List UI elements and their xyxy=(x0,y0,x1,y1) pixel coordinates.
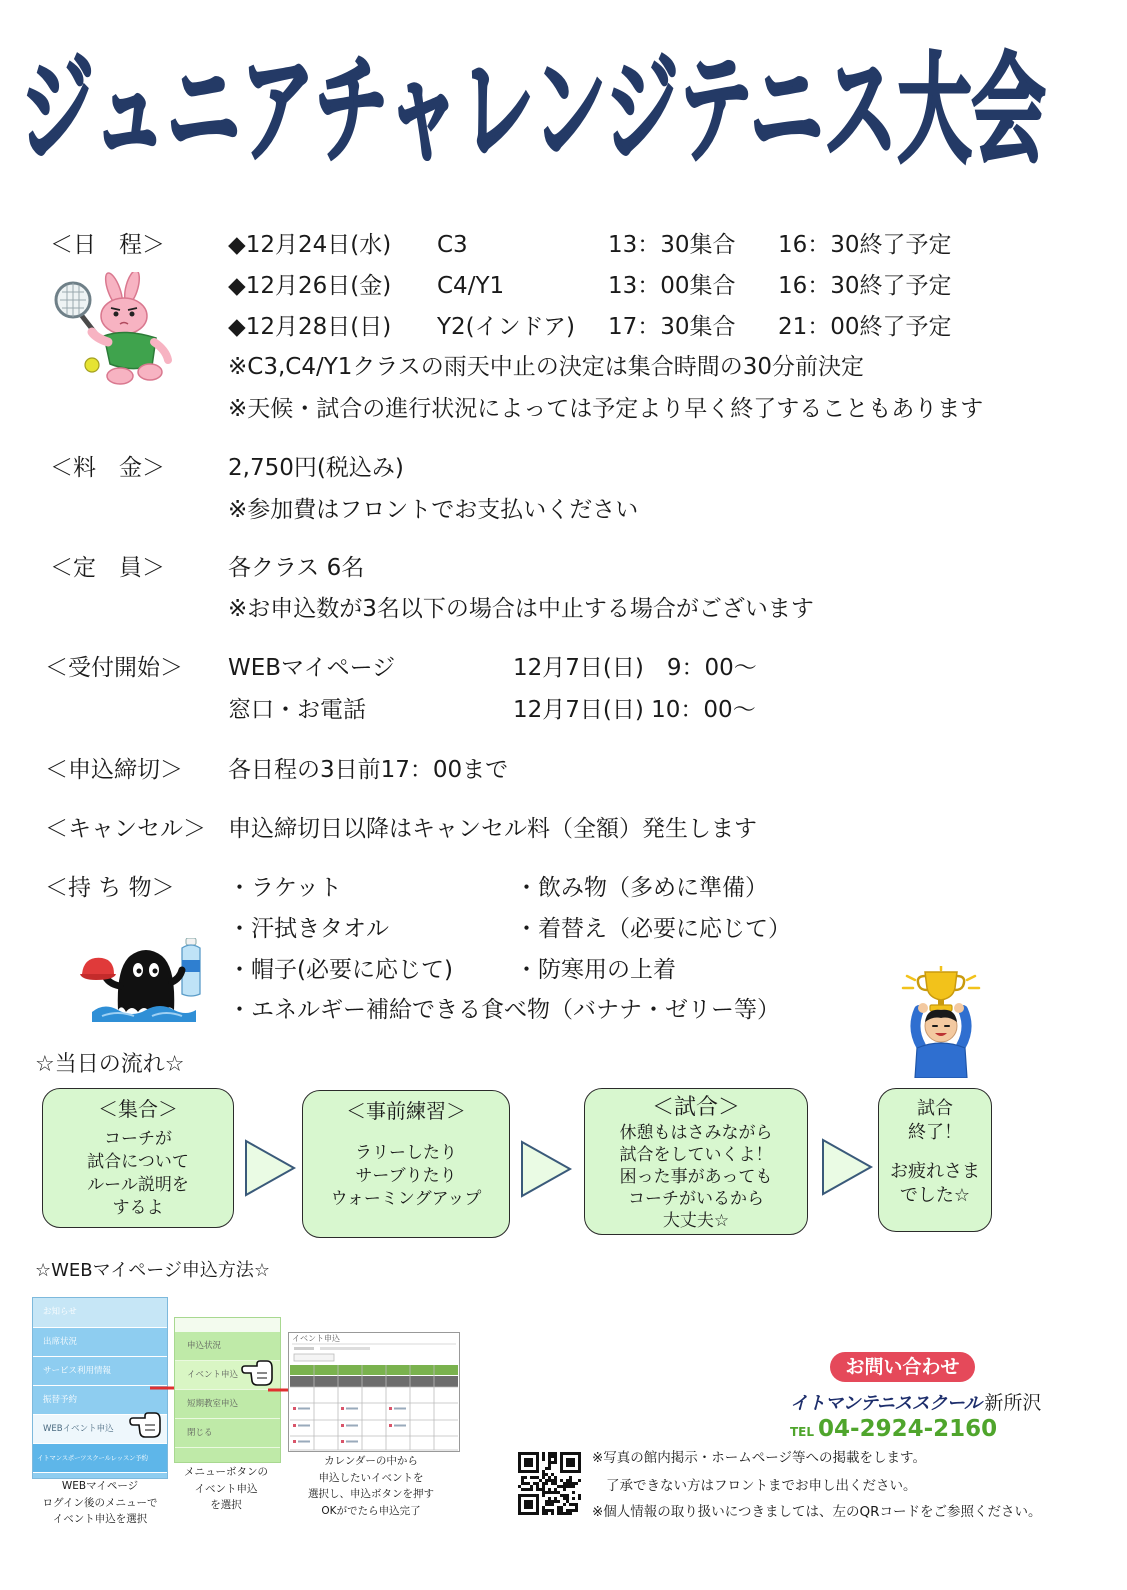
schedule-end: 16：30終了予定 xyxy=(778,273,952,299)
caption-line: OKがでたら申込完了 xyxy=(321,1504,421,1517)
flow-step-line: お疲れさま xyxy=(890,1161,980,1182)
belongings-item: ・着替え（必要に応じて） xyxy=(515,916,791,942)
flow-step-warmup xyxy=(302,1090,510,1238)
flow-step-line: 終了！ xyxy=(908,1122,962,1143)
contact-badge: お問い合わせ xyxy=(830,1352,975,1382)
flow-step-line: 休憩もはさみながら xyxy=(619,1123,773,1143)
flow-step-line: 試合 xyxy=(917,1098,953,1119)
tel-label: TEL xyxy=(790,1425,815,1439)
flow-arrow-icon xyxy=(520,1140,574,1198)
menu-item: イトマンスポーツスクールレッスン予約 xyxy=(33,1444,167,1473)
calendar-weekday-header xyxy=(290,1365,458,1375)
flow-step-line: 困った事があっても xyxy=(619,1167,773,1187)
flow-step-line: コーチがいるから xyxy=(628,1189,764,1209)
belongings-item: ・エネルギー補給できる食べ物（バナナ・ゼリー等） xyxy=(228,997,780,1023)
schedule-gather: 13：30集合 xyxy=(608,232,736,258)
menu-item-event-apply: イベント申込 xyxy=(175,1361,280,1390)
belongings-label: ＜持 ち 物＞ xyxy=(45,875,175,901)
capacity-value: 各クラス 6名 xyxy=(228,555,365,581)
water-bottle-icon xyxy=(182,938,200,996)
red-cap-icon xyxy=(80,958,116,980)
schedule-end: 21：00終了予定 xyxy=(778,314,952,340)
fee-label: ＜料 金＞ xyxy=(50,455,165,481)
schedule-date: ◆12月24日(水) xyxy=(228,232,392,258)
menu-item: サービス利用情報 xyxy=(33,1357,167,1386)
fee-value: 2,750円(税込み) xyxy=(228,455,404,481)
flow-step-line: でした☆ xyxy=(899,1185,971,1206)
schedule-label: ＜日 程＞ xyxy=(50,232,165,258)
flow-step-match xyxy=(584,1088,808,1235)
schedule-note: ※C3,C4/Y1クラスの雨天中止の決定は集合時間の30分前決定 xyxy=(228,354,864,380)
flow-step-line: ウォーミングアップ xyxy=(330,1189,482,1209)
tennis-ball-icon xyxy=(85,358,99,372)
caption-line: 申込したいイベントを xyxy=(318,1471,424,1484)
calendar-title: イベント申込 xyxy=(292,1334,340,1343)
flow-step-line: ルール説明を xyxy=(87,1175,189,1195)
shot3-caption xyxy=(296,1453,446,1519)
contact-tel xyxy=(790,1415,997,1446)
tel-number: 04-2924-2160 xyxy=(818,1416,998,1442)
schedule-gather: 13：00集合 xyxy=(608,273,736,299)
cancel-value: 申込締切日以降はキャンセル料（全額）発生します xyxy=(228,816,757,842)
capacity-label: ＜定 員＞ xyxy=(50,555,165,581)
menu-item: 閉じる xyxy=(175,1419,280,1448)
qr-code xyxy=(518,1452,581,1515)
schedule-class: C4/Y1 xyxy=(437,273,505,299)
caption-line: ログイン後のメニューで xyxy=(42,1496,158,1509)
belongings-item: ・防寒用の上着 xyxy=(515,957,676,983)
deadline-label: ＜申込締切＞ xyxy=(45,757,183,783)
flow-step-finish xyxy=(878,1088,992,1232)
reception-label: ＜受付開始＞ xyxy=(45,655,183,681)
deadline-value: 各日程の3日前17：00まで xyxy=(228,757,509,783)
flow-step-line: 試合について xyxy=(87,1152,189,1172)
racket-icon xyxy=(56,283,96,334)
reception-method: 窓口・お電話 xyxy=(228,697,366,723)
flow-step-line: 大丈夫☆ xyxy=(662,1211,730,1231)
flow-step-line: ラリーしたり xyxy=(355,1143,457,1163)
reception-start: 12月7日(日) 9：00～ xyxy=(513,655,757,681)
menu-item-web-event: WEBイベント申込 xyxy=(33,1415,167,1444)
schedule-gather: 17：30集合 xyxy=(608,314,736,340)
flow-step-line: 試合をしていくよ！ xyxy=(619,1145,773,1165)
flow-title: ☆当日の流れ☆ xyxy=(35,1052,185,1077)
web-title: ☆WEBマイページ申込方法☆ xyxy=(35,1260,271,1281)
flow-step-line: サーブりたり xyxy=(355,1166,457,1186)
page-title: ジュニアチャレンジテニス大会 xyxy=(20,42,1046,181)
menu-item: 申込状況 xyxy=(175,1332,280,1361)
caption-line: 選択し、申込ボタンを押す xyxy=(308,1488,434,1500)
flow-step-header: ＜試合＞ xyxy=(651,1095,740,1120)
schedule-date: ◆12月26日(金) xyxy=(228,273,392,299)
calendar-screenshot xyxy=(288,1332,460,1452)
hand-pointer-icon xyxy=(129,1412,161,1438)
schedule-note: ※天候・試合の進行状況によっては予定より早く終了することもあります xyxy=(228,396,984,422)
mypage-menu-screenshot xyxy=(33,1298,167,1478)
trophy-boy-illustration xyxy=(893,966,989,1078)
menu-item: 短期教室申込 xyxy=(175,1390,280,1419)
tennis-rabbit-illustration xyxy=(52,272,174,388)
fee-note: ※参加費はフロントでお支払いください xyxy=(228,497,639,523)
schedule-end: 16：30終了予定 xyxy=(778,232,952,258)
belongings-item: ・汗拭きタオル xyxy=(228,916,389,942)
cancel-label: ＜キャンセル＞ xyxy=(45,816,206,842)
caption-line: を選択 xyxy=(210,1499,242,1511)
caption-line: カレンダーの中から xyxy=(324,1455,418,1467)
capacity-note: ※お申込数が3名以下の場合は中止する場合がございます xyxy=(228,596,814,622)
belongings-item: ・ラケット xyxy=(228,875,342,901)
privacy-note: ※個人情報の取り扱いにつきましては、左のQRコードをご参照ください。 xyxy=(592,1504,1042,1520)
schedule-class: Y2(インドア) xyxy=(437,314,575,340)
caption-line: メニューボタンの xyxy=(184,1466,268,1478)
flow-arrow-icon xyxy=(821,1138,875,1196)
photo-note: 了承できない方はフロントまでお申し出ください。 xyxy=(606,1478,917,1494)
shot2-caption xyxy=(165,1464,287,1514)
belongings-item: ・飲み物（多めに準備） xyxy=(515,875,768,901)
menu-item: 出席状況 xyxy=(33,1328,167,1357)
flow-step-gather xyxy=(42,1088,234,1228)
flow-step-header: ＜事前練習＞ xyxy=(346,1099,466,1123)
flow-step-line: するよ xyxy=(112,1198,164,1218)
flow-arrow-icon xyxy=(244,1139,298,1197)
caption-line: イベント申込を選択 xyxy=(52,1513,148,1525)
schedule-date: ◆12月28日(日) xyxy=(228,314,392,340)
school-name xyxy=(790,1389,1041,1418)
flow-step-header: ＜集合＞ xyxy=(98,1097,178,1121)
menu-item: 振替予約 xyxy=(33,1386,167,1415)
photo-note: ※写真の館内掲示・ホームページ等への掲載をします。 xyxy=(592,1450,926,1466)
menu-button-screenshot xyxy=(175,1318,280,1462)
reception-start: 12月7日(日) 10：00～ xyxy=(513,697,756,723)
flow-step-line: コーチが xyxy=(104,1129,172,1149)
menu-item: お知らせ xyxy=(33,1298,167,1328)
reception-method: WEBマイページ xyxy=(228,655,396,681)
caption-line: イベント申込 xyxy=(194,1482,258,1495)
caption-line: WEBマイページ xyxy=(61,1480,139,1492)
school-brand: イトマンテニススクール xyxy=(790,1393,982,1414)
schedule-class: C3 xyxy=(437,232,468,258)
octopus-illustration xyxy=(78,938,208,1022)
shot1-caption xyxy=(30,1478,170,1528)
belongings-item: ・帽子(必要に応じて) xyxy=(228,957,453,983)
school-branch: 新所沢 xyxy=(984,1392,1042,1414)
